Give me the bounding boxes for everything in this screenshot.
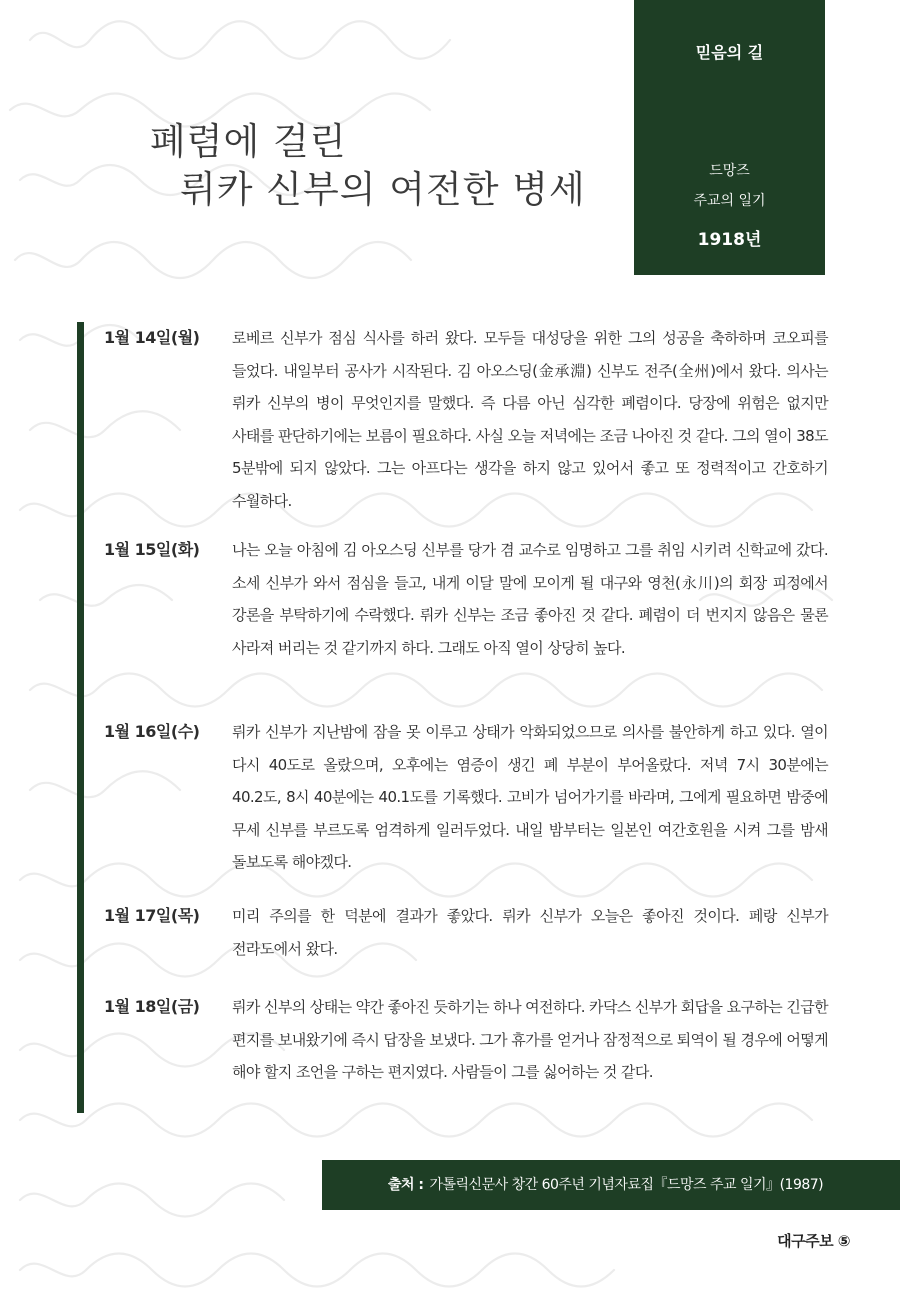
article-title	[150, 118, 586, 214]
entry-text: 로베르 신부가 점심 식사를 하러 왔다. 모두들 대성당을 위한 그의 성공을 축하하며 코오피를 들었다. 내일부터 공사가 시작된다. 김 아오스딩(金承淵) 신부도 전주(全州)에서 왔다. 의사는 뤼카 신부의 병이 무엇인지를 말했다. 즉 다름 아닌 심각한 폐렴이다. 당장에 위험은 없지만 사태를 판단하기에는 보름이 필요하다. 사실 오늘 저녁에는 조금 나아진 것 같다. 그의 열이 38도 5분밖에 되지 않았다. 그는 아프다는 생각을 하지 않고 있어서 좋고 또 정력적이고 간호하기 수월하다.	[232, 329, 828, 510]
entry-text: 뤼카 신부의 상태는 약간 좋아진 듯하기는 하나 여전하다. 카닥스 신부가 회답을 요구하는 긴급한 편지를 보내왔기에 즉시 답장을 보냈다. 그가 휴가를 얻거나 잠정적으로 퇴역이 될 경우에 어떻게 해야 할지 조언을 구하는 편지였다. 사람들이 그를 싫어하는 것 같다.	[232, 998, 828, 1081]
series-line-1: 드망즈	[709, 163, 750, 179]
title-line-2: 뤼카 신부의 여전한 병세	[180, 168, 586, 211]
source-label: 출처 :	[388, 1177, 424, 1193]
entry-date: 1월 14일(월)	[104, 328, 200, 347]
publication-name: 대구주보	[777, 1232, 834, 1250]
section-label: 믿음의 길	[695, 43, 764, 62]
entry-text: 미리 주의를 한 덕분에 결과가 좋았다. 뤼카 신부가 오늘은 좋아진 것이다. 페랑 신부가 전라도에서 왔다.	[232, 907, 828, 958]
source-citation-bar	[322, 1160, 900, 1210]
entry-date: 1월 16일(수)	[104, 722, 200, 741]
entry-text: 나는 오늘 아침에 김 아오스딩 신부를 당가 겸 교수로 임명하고 그를 취임 시키려 신학교에 갔다. 소세 신부가 와서 점심을 들고, 내게 이달 말에 모이게 될 대구와 영천(永川)의 회장 피정에서 강론을 부탁하기에 수락했다. 뤼카 신부는 조금 좋아진 것 같다. 폐렴이 더 번지지 않음은 물론 사라져 버리는 것 같기까지 하다. 그래도 아직 열이 상당히 높다.	[232, 541, 828, 657]
entry-date: 1월 17일(목)	[104, 906, 200, 925]
entry-date: 1월 18일(금)	[104, 997, 200, 1016]
page-number: ⑤	[837, 1232, 850, 1250]
series-header-box	[634, 0, 825, 275]
diary-accent-bar	[77, 322, 84, 1113]
entry-date: 1월 15일(화)	[104, 540, 200, 559]
page-footer	[777, 1230, 850, 1251]
series-year: 1918년	[697, 230, 762, 250]
title-line-1: 폐렴에 걸린	[150, 120, 347, 163]
entry-text: 뤼카 신부가 지난밤에 잠을 못 이루고 상태가 악화되었으므로 의사를 불안하게 하고 있다. 열이 다시 40도로 올랐으며, 오후에는 염증이 생긴 폐 부분이 부어올랐다. 저녁 7시 30분에는 40.2도, 8시 40분에는 40.1도를 기록했다. 고비가 넘어가기를 바라며, 그에게 필요하면 밤중에 무세 신부를 부르도록 엄격하게 일러두었다. 내일 밤부터는 일본인 여간호원을 시켜 그를 밤새 돌보도록 해야겠다.	[232, 723, 828, 871]
series-line-2: 주교의 일기	[693, 193, 766, 209]
source-text: 가톨릭신문사 창간 60주년 기념자료집『드망즈 주교 일기』(1987)	[429, 1177, 824, 1193]
